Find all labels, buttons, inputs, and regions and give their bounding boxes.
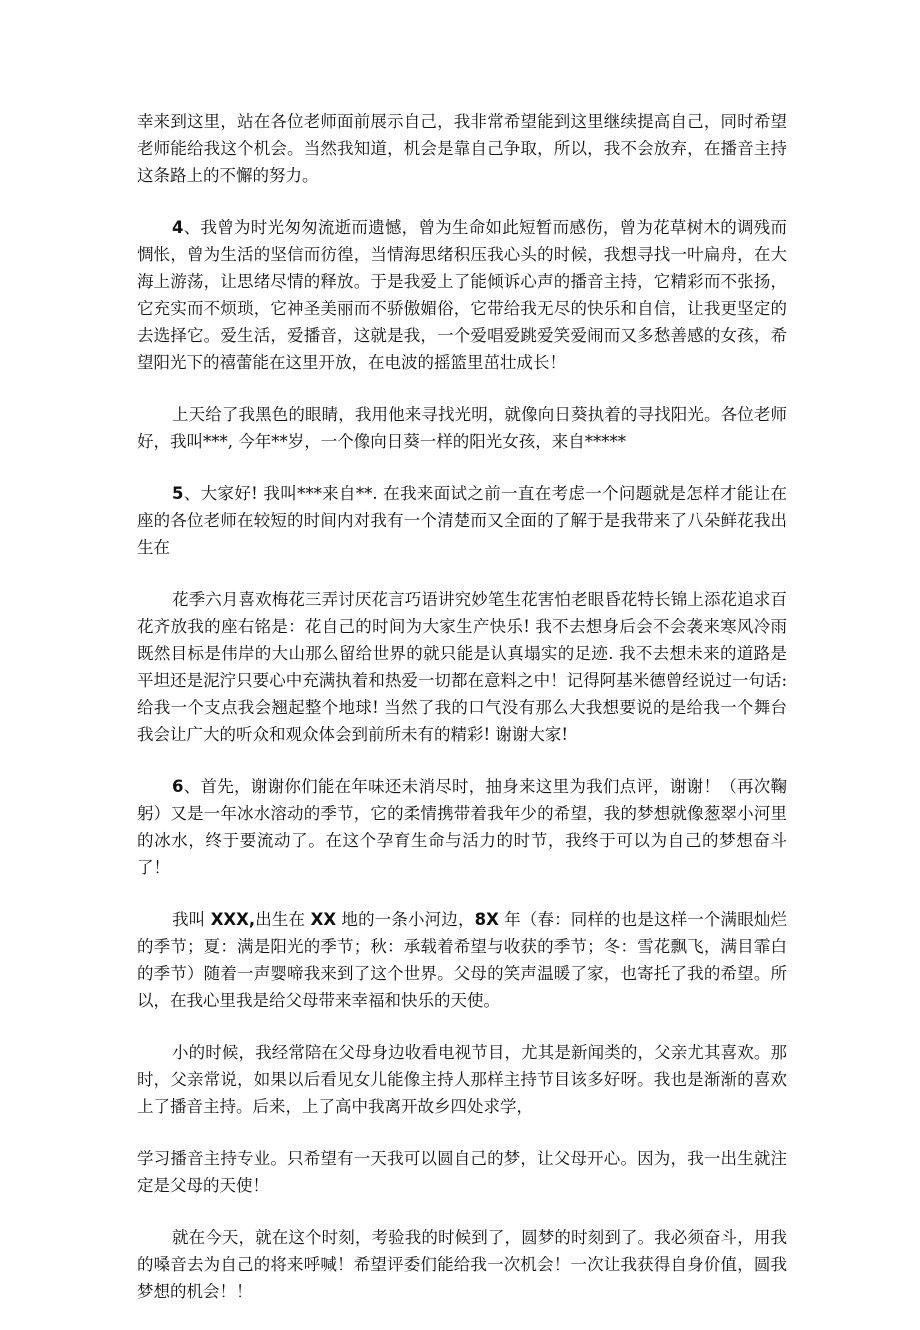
paragraph-study: 学习播音主持专业。只希望有一天我可以圆自己的梦，让父母开心。因为，我一出生就注定是父母的天使！ [137,1149,787,1195]
paragraph-sunflower: 上天给了我黑色的眼睛，我用他来寻找光明，就像向日葵执着的寻找阳光。各位老师好，我叫***, 今年**岁，一个像向日葵一样的阳光女孩，来自***** [137,405,787,451]
paragraph-intro-continuation: 幸来到这里，站在各位老师面前展示自己，我非常希望能到这里继续提高自己，同时希望老师能给我这个机会。当然我知道，机会是靠自己争取，所以，我不会放弃，在播音主持这条路上的不懈的努力。 [137,112,787,185]
birth-text-d: 地的一条小河边， [336,910,475,929]
item-number-6: 6 [172,777,184,796]
paragraph-today: 就在今天，就在这个时刻，考验我的时候到了，圆梦的时刻到了。我必须奋斗，用我的嗓音去为自己的将来呼喊！希望评委们能给我一次机会！一次让我获得自身价值，圆我梦想的机会！！ [137,1228,787,1301]
birth-text-c: 出生在 [255,910,311,929]
birth-place-placeholder: XX [310,910,337,929]
document-body [137,108,787,1330]
item-number-4: 4 [172,218,184,237]
paragraph-childhood: 小的时候，我经常陪在父母身边收看电视节目，尤其是新闻类的，父亲尤其喜欢。那时，父亲常说，如果以后看见女儿能像主持人那样主持节目该多好呀。我也是渐渐的喜欢上了播音主持。后来，上了高中我离开故乡四处求学， [137,1043,787,1116]
birth-text-a: 我叫 [172,910,211,929]
paragraph-4 [137,214,787,376]
paragraph-birth [137,906,787,1014]
birth-text-e: 年（春：同样的也是这样一个满眼灿烂的季节；夏：满是阳光的季节；秋：承载着希望与收获的季节；冬：雪花飘飞，满目霏白的季节）随着一声婴啼我来到了这个世界。父母的笑声温暖了家，也寄托了我的希望。所以，在我心里我是给父母带来幸福和快乐的天使。 [137,910,787,1010]
birth-year-placeholder: 8X [474,910,499,929]
item-number-5: 5 [172,484,184,503]
paragraph-6 [137,773,787,881]
birth-name-placeholder: XXX, [210,910,256,929]
paragraph-5 [137,480,787,561]
paragraph-5-text: 、大家好! 我叫***来自**. 在我来面试之前一直在考虑一个问题就是怎样才能让在座的各位老师在较短的时间内对我有一个清楚而又全面的了解于是我带来了八朵鲜花我出生在 [137,484,787,557]
paragraph-6-text: 、首先，谢谢你们能在年味还未消尽时，抽身来这里为我们点评，谢谢！（再次鞠躬）又是一年冰水溶动的季节，它的柔情携带着我年少的希望，我的梦想就像葱翠小河里的冰水，终于要流动了。在这个孕育生命与活力的时节，我终于可以为自己的梦想奋斗了！ [137,777,787,877]
paragraph-4-text: 、我曾为时光匆匆流逝而遗憾，曾为生命如此短暂而感伤，曾为花草树木的调残而惆怅，曾为生活的坚信而彷徨，当情海思绪积压我心头的时候，我想寻找一叶扁舟，在大海上游荡，让思绪尽情的释放。于是我爱上了能倾诉心声的播音主持，它精彩而不张扬，它充实而不烦琐，它神圣美丽而不骄傲媚俗，它带给我无尽的快乐和自信，让我更坚定的去选择它。爱生活，爱播音，这就是我，一个爱唱爱跳爱笑爱闹而又多愁善感的女孩，希望阳光下的禧蕾能在这里开放，在电波的摇篮里茁壮成长！ [137,218,787,372]
paragraph-flowers: 花季六月喜欢梅花三弄讨厌花言巧语讲究妙笔生花害怕老眼昏花特长锦上添花追求百花齐放我的座右铭是：花自己的时间为大家生产快乐! 我不去想身后会不会袭来寒风冷雨既然目标是伟岸的大山那么留给世界的就只能是认真塌实的足迹. 我不去想未来的道路是平坦还是泥泞只要心中充满执着和热爱一切都在意料之中！记得阿基米德曾经说过一句话: 给我一个支点我会翘起整个地球! 当然了我的口气没有那么大我想要说的是给我一个舞台我会让广大的听众和观众体会到前所未有的精彩! 谢谢大家! [137,590,787,744]
